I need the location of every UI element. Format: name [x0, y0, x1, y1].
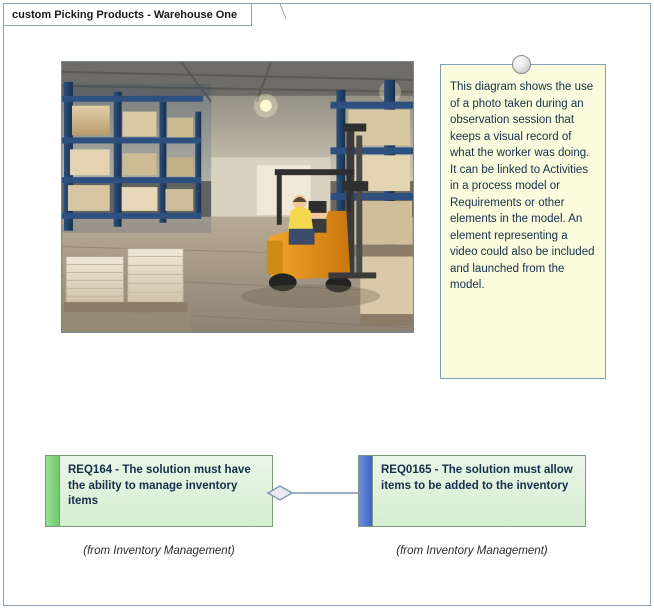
- diagram-title-prefix: custom: [12, 8, 55, 21]
- note-anchor-icon: [512, 55, 531, 74]
- page-title: Picking Products - Warehouse One: [54, 8, 238, 21]
- connector-line: [266, 473, 364, 513]
- requirement-package-caption: (from Inventory Management): [396, 545, 548, 557]
- requirement-color-bar: [46, 456, 60, 526]
- photo-element[interactable]: [61, 61, 414, 333]
- warehouse-photo-illustration: [62, 62, 413, 332]
- requirement-package-caption: (from Inventory Management): [83, 545, 235, 557]
- note-text: This diagram shows the use of a photo taken during an observation session that keeps a visual record of what the worker was doing. It can be linked to Activities in a process model or Requirements or other elements in the model. An element representing a video could also be included and launched from the model.: [450, 81, 598, 291]
- note-element[interactable]: [440, 64, 606, 379]
- requirement-label: REQ0165 - The solution must allow items to be added to the inventory: [381, 464, 573, 492]
- diagram-title-tab[interactable]: [4, 4, 252, 26]
- requirement-element-req164[interactable]: [45, 455, 273, 527]
- diagram-title-tab-edge: [272, 4, 286, 26]
- requirement-element-req0165[interactable]: [358, 455, 586, 527]
- requirement-label: REQ164 - The solution must have the ability to manage inventory items: [68, 464, 251, 507]
- aggregation-connector[interactable]: [266, 473, 364, 513]
